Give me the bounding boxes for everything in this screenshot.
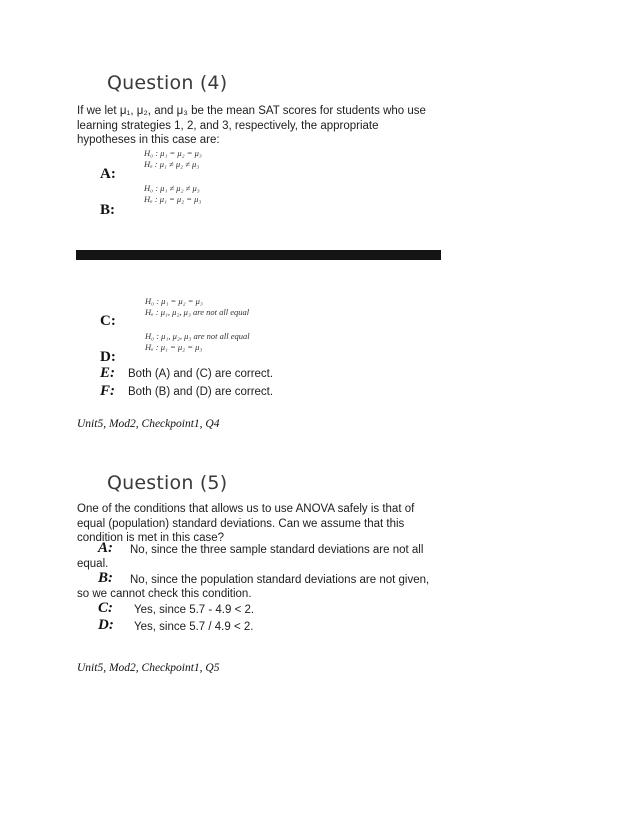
q5-option-a-letter: A:	[98, 540, 113, 556]
q5-option-d-text: Yes, since 5.7 / 4.9 < 2.	[134, 621, 254, 633]
option-c-alt-hypothesis: Hₐ : μ₁, μ₂, μ₃ are not all equal	[145, 307, 250, 317]
option-a-letter: A:	[100, 166, 116, 182]
option-a-null-hypothesis: H₀ : μ₁ = μ₂ = μ₃	[144, 148, 202, 158]
option-b-hypotheses	[144, 183, 201, 205]
q5-option-b-text-line-1: No, since the population standard deviations are not given,	[130, 574, 430, 586]
option-f-text: Both (B) and (D) are correct.	[128, 386, 274, 398]
option-b-null-hypothesis: H₀ : μ₁ ≠ μ₂ ≠ μ₃	[144, 183, 200, 193]
q5-option-c-letter: C:	[98, 600, 113, 616]
option-c-letter: C:	[100, 313, 116, 329]
option-f-letter: F:	[100, 383, 115, 399]
q5-option-b-letter: B:	[98, 570, 113, 586]
option-a-alt-hypothesis: Hₐ : μ₁ ≠ μ₂ ≠ μ₃	[144, 159, 200, 169]
option-d-letter: D:	[100, 349, 116, 365]
q5-option-a-text-line-1: No, since the three sample standard deviations are not all	[130, 544, 424, 556]
option-e-text: Both (A) and (C) are correct.	[128, 368, 274, 380]
q5-option-a-text-line-2: equal.	[77, 558, 109, 570]
q5-option-d-letter: D:	[98, 617, 114, 633]
question-4-stem-line-3: hypotheses in this case are:	[77, 134, 220, 146]
question-5-stem-line-3: condition is met in this case?	[77, 532, 225, 544]
question-5-stem-line-1: One of the conditions that allows us to use ANOVA safely is that of	[77, 503, 415, 515]
option-c-null-hypothesis: H₀ : μ₁ = μ₂ = μ₃	[145, 296, 203, 306]
option-e-letter: E:	[100, 365, 115, 381]
question-5-title: Question (5)	[107, 472, 228, 494]
question-5-stem-line-2: equal (population) standard deviations. Can we assume that this	[77, 517, 405, 530]
option-c-hypotheses	[145, 296, 249, 318]
option-d-hypotheses	[145, 331, 250, 353]
option-b-alt-hypothesis: Hₐ : μ₁ = μ₂ = μ₃	[144, 194, 202, 204]
question-5-caption: Unit5, Mod2, Checkpoint1, Q5	[77, 662, 220, 674]
black-bar-divider	[76, 250, 441, 260]
question-4-title: Question (4)	[107, 72, 228, 94]
option-d-alt-hypothesis: Hₐ : μ₁ = μ₂ = μ₃	[145, 342, 203, 352]
option-b-letter: B:	[100, 202, 115, 218]
option-a-hypotheses	[144, 148, 202, 170]
option-d-null-hypothesis: H₀ : μ₁, μ₂, μ₃ are not all equal	[145, 331, 250, 341]
question-5-stem	[77, 502, 414, 546]
question-4-stem-line-1: If we let μ₁, μ₂, and μ₃ be the mean SAT scores for students who use	[77, 105, 426, 117]
question-4-stem	[77, 104, 426, 148]
q5-option-b-text-line-2: so we cannot check this condition.	[77, 588, 252, 600]
question-4-stem-line-2: learning strategies 1, 2, and 3, respectively, the appropriate	[77, 119, 379, 132]
question-4-caption: Unit5, Mod2, Checkpoint1, Q4	[77, 418, 220, 430]
q5-option-c-text: Yes, since 5.7 - 4.9 < 2.	[134, 604, 255, 616]
